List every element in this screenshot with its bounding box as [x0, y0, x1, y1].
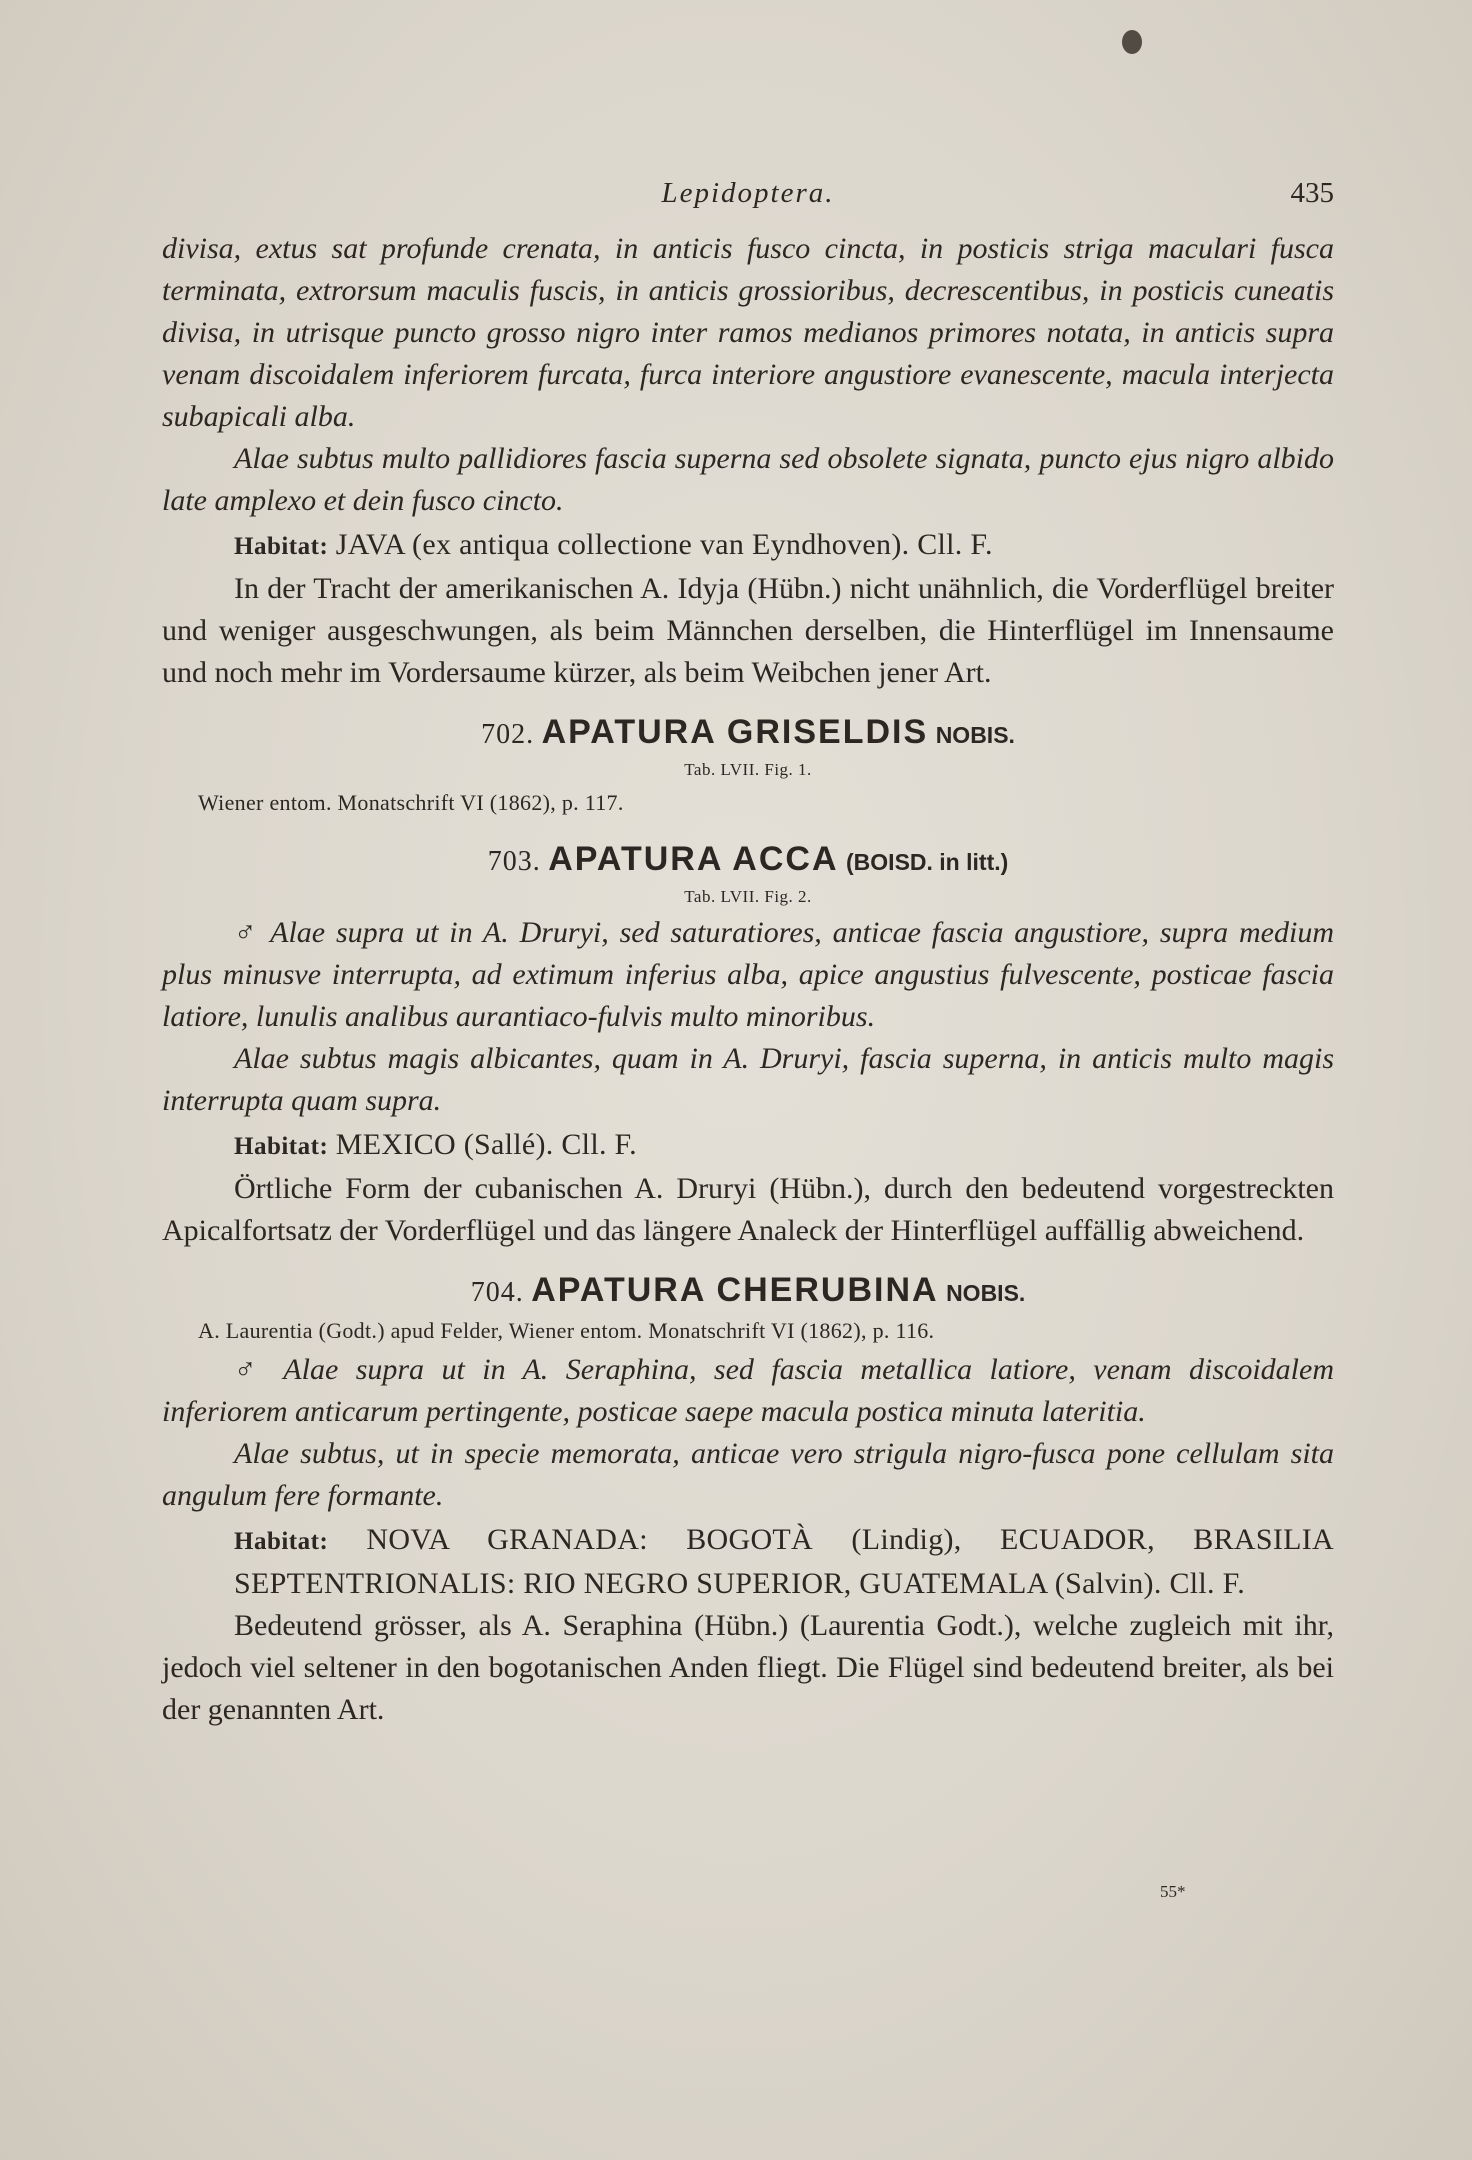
literature-reference: Wiener entom. Monatschrift VI (1862), p. 117.: [198, 790, 624, 815]
page-number: 435: [1290, 177, 1334, 209]
literature-reference: A. Laurentia (Godt.) apud Felder, Wiener entom. Monatschrift VI (1862), p. 116.: [198, 1318, 935, 1343]
species-name: APATURA CHERUBINA: [531, 1271, 939, 1309]
habitat-value: NOVA GRANADA: BOGOTÀ (Lindig), ECUADOR, BRASILIA SEPTENTRIONALIS: RIO NEGRO SUPERIOR, GUATEMALA (Salvin). Cll. F.: [234, 1523, 1335, 1600]
ink-speck: [1122, 30, 1142, 54]
species-author: NOBIS.: [935, 722, 1015, 748]
habitat-line: [162, 524, 1334, 568]
species-number: 704.: [470, 1277, 524, 1308]
german-remark: In der Tracht der amerikanischen A. Idyja (Hübn.) nicht unähnlich, die Vorderflügel breiter und weniger ausgeschwungen, als beim Männchen derselben, die Hinterflügel im Innensaume und noch mehr im Vordersaume kürzer, als beim Weibchen jener Art.: [162, 572, 1334, 689]
species-author: NOBIS.: [946, 1280, 1026, 1306]
latin-description-underside: Alae subtus, ut in specie memorata, anticae vero strigula nigro-fusca pone cellulam sita angulum fere formante.: [162, 1437, 1334, 1512]
page-text: [162, 172, 1334, 1731]
habitat-label: Habitat:: [234, 533, 329, 560]
german-remark: Bedeutend grösser, als A. Seraphina (Hübn.) (Laurentia Godt.), welche zugleich mit ihr, jedoch viel seltener in den bogotanischen Anden fliegt. Die Flügel sind bedeutend breiter, als bei der genannten Art.: [162, 1609, 1334, 1726]
latin-description-underside: Alae subtus multo pallidiores fascia superna sed obsolete signata, puncto ejus nigro albido late amplexo et dein fusco cincto.: [162, 442, 1334, 517]
latin-description: ♂ Alae supra ut in A. Seraphina, sed fascia metallica latiore, venam discoidalem inferiorem anticarum pertingente, posticae saepe macula postica minuta lateritia.: [162, 1353, 1334, 1428]
species-heading-702: [162, 712, 1334, 755]
habitat-label: Habitat:: [234, 1528, 329, 1555]
plate-reference: Tab. LVII. Fig. 2.: [684, 887, 812, 906]
habitat-line: [162, 1519, 1334, 1605]
german-remark: Örtliche Form der cubanischen A. Druryi (Hübn.), durch den bedeutend vorgestreckten Apicalfortsatz der Vorderflügel und das längere Analeck der Hinterflügel auffällig abweichend.: [162, 1172, 1334, 1247]
species-name: APATURA GRISELDIS: [541, 713, 929, 751]
species-author: (BOISD. in litt.): [846, 849, 1009, 875]
habitat-line: [162, 1124, 1334, 1168]
plate-reference: Tab. LVII. Fig. 1.: [684, 760, 812, 779]
habitat-label: Habitat:: [234, 1133, 329, 1160]
species-heading-703: [162, 839, 1334, 882]
running-title: Lepidoptera.: [661, 177, 835, 209]
habitat-value: MEXICO (Sallé). Cll. F.: [335, 1128, 637, 1161]
signature-mark: 55*: [1160, 1882, 1186, 1901]
latin-description-underside: Alae subtus magis albicantes, quam in A. Druryi, fascia superna, in anticis multo magis interrupta quam supra.: [162, 1042, 1334, 1117]
latin-description: ♂ Alae supra ut in A. Druryi, sed saturatiores, anticae fascia angustiore, supra medium plus minusve interrupta, ad extimum inferius alba, apice angustius fulvescente, posticae fascia latiore, lunulis analibus aurantiaco-fulvis multo minoribus.: [162, 916, 1334, 1033]
species-number: 702.: [481, 719, 535, 750]
latin-description: divisa, extus sat profunde crenata, in anticis fusco cincta, in posticis striga maculari fusca terminata, extrorsum maculis fuscis, in anticis grossioribus, decrescentibus, in posticis cuneatis divisa, in utrisque puncto grosso nigro inter ramos medianos primores notata, in anticis supra venam discoidalem inferiorem furcata, furca interiore angustiore evanescente, macula interjecta subapicali alba.: [162, 232, 1334, 433]
species-number: 703.: [487, 846, 541, 877]
species-name: APATURA ACCA: [548, 840, 839, 878]
species-heading-704: [162, 1270, 1334, 1313]
running-header: [162, 172, 1334, 228]
habitat-value: JAVA (ex antiqua collectione van Eyndhoven). Cll. F.: [335, 528, 993, 561]
